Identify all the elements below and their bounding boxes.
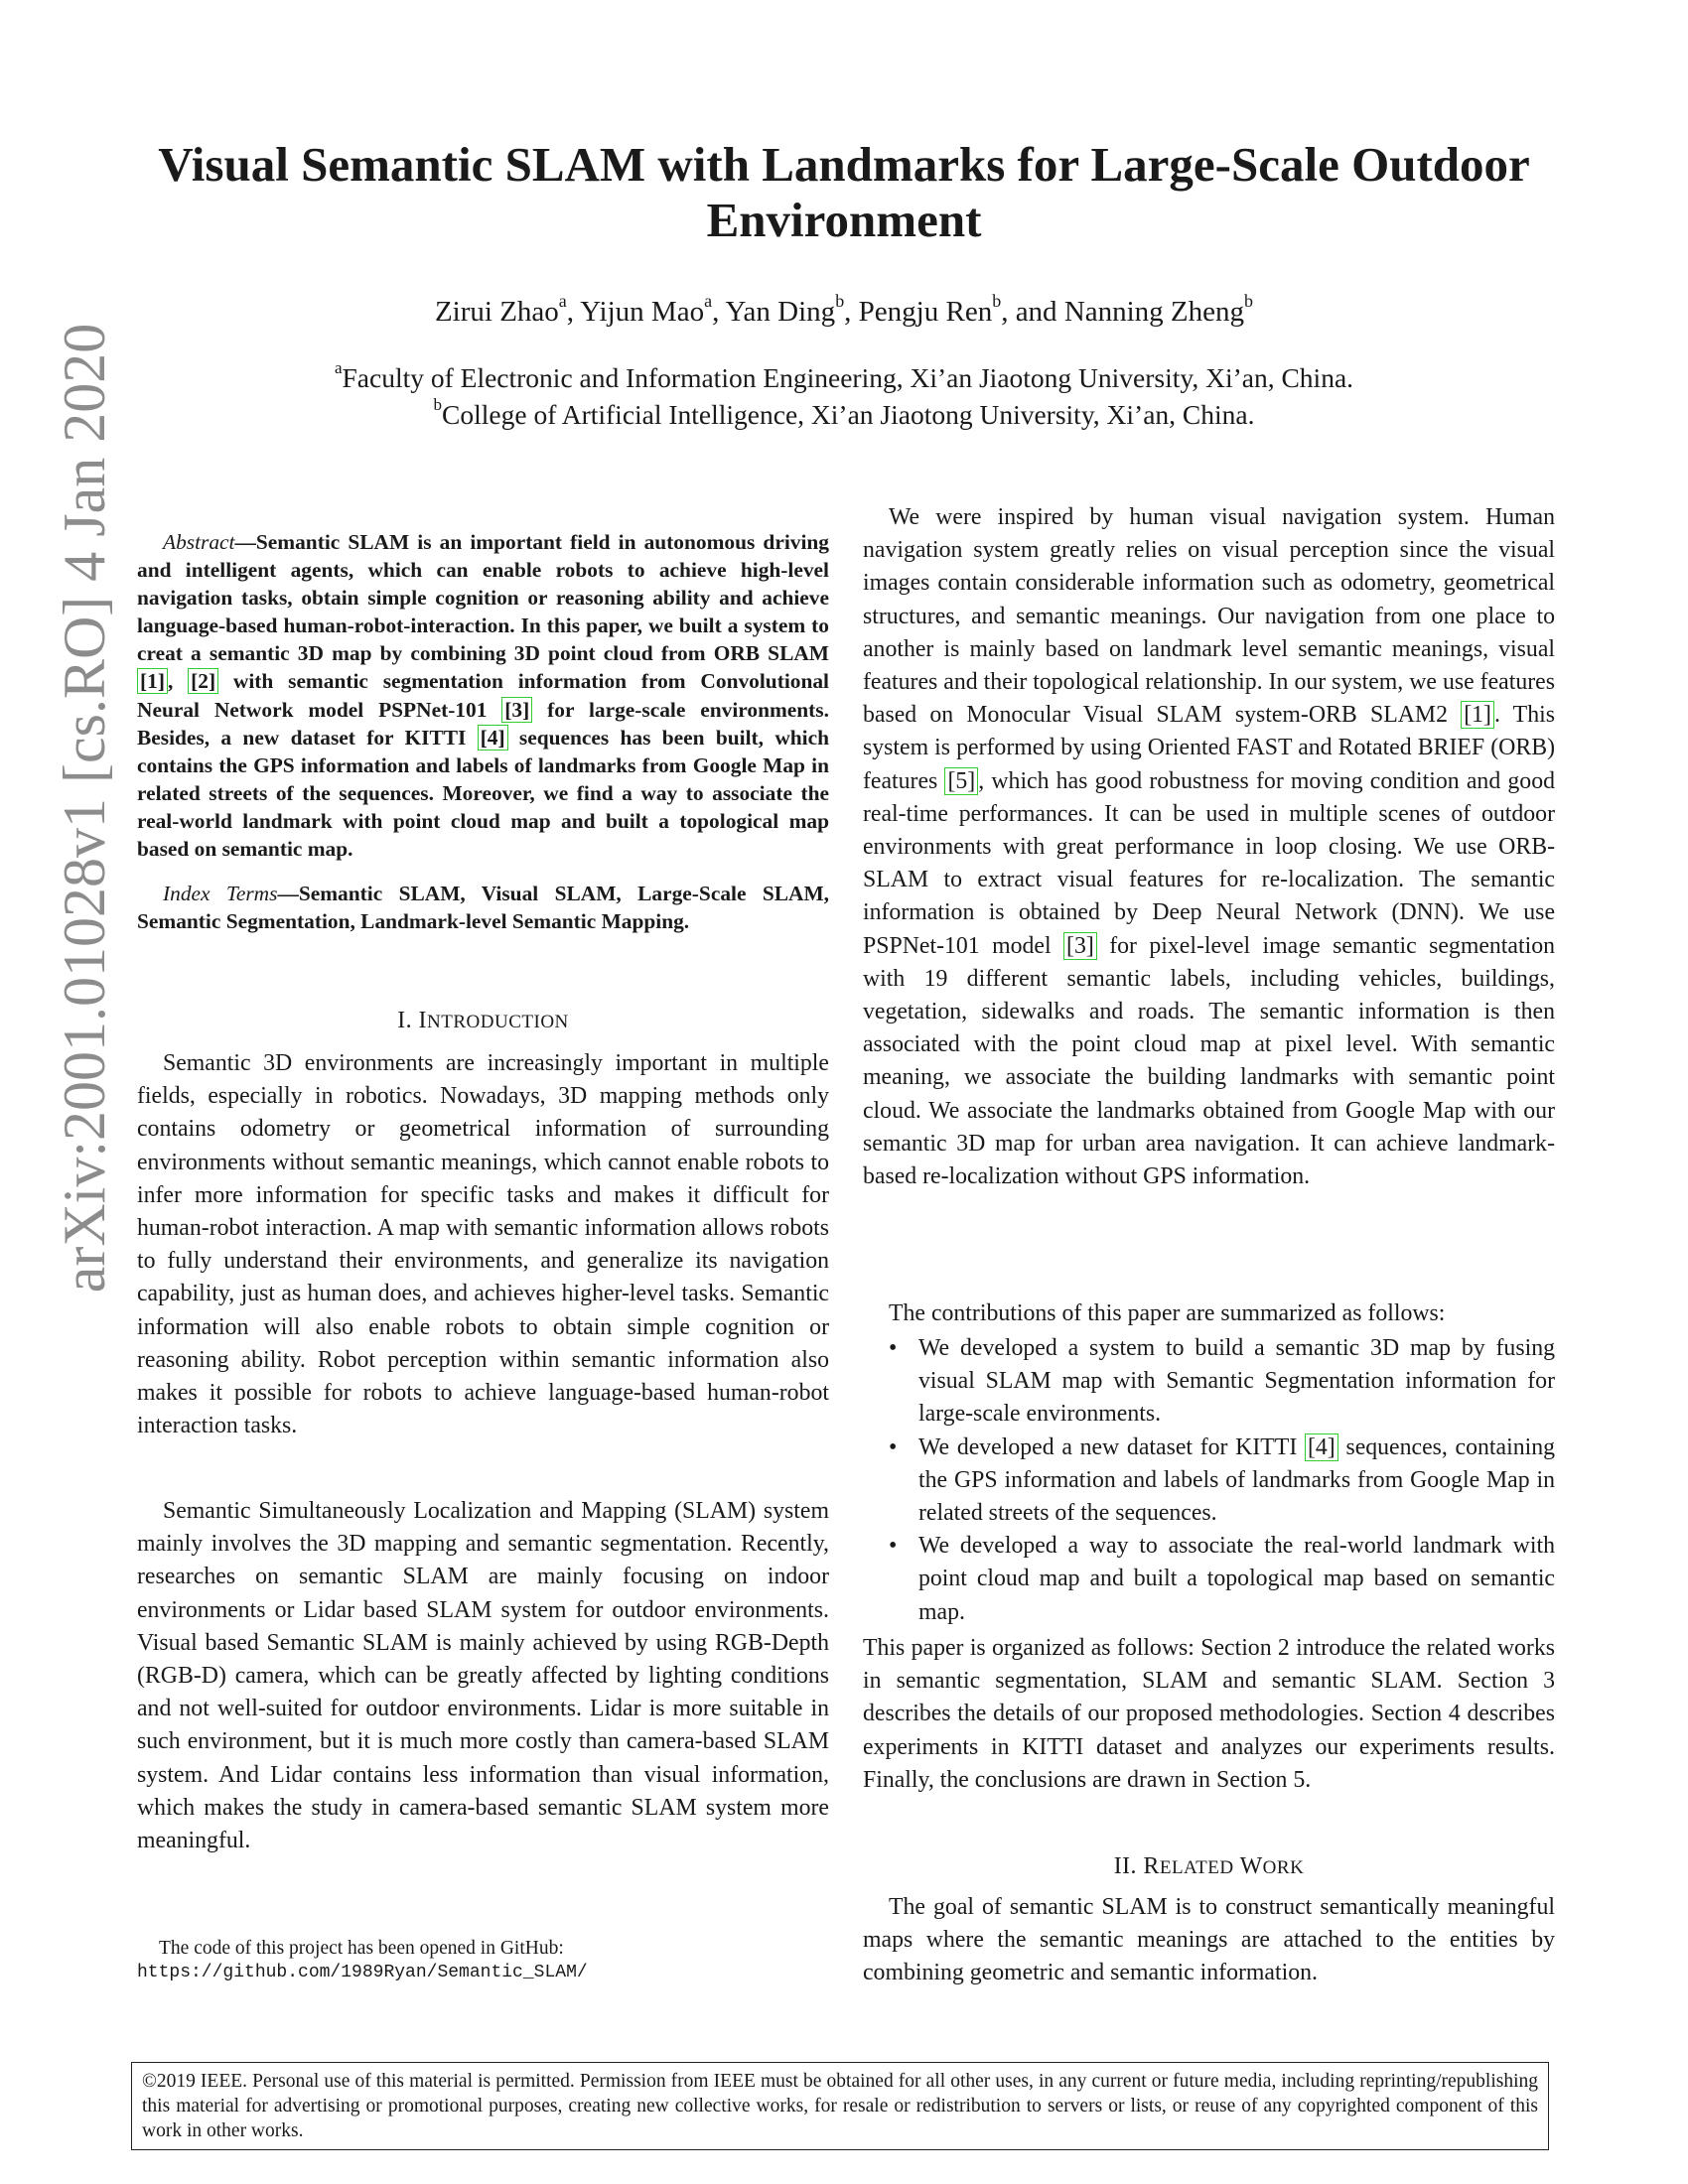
abstract-dash: — bbox=[234, 530, 256, 554]
citation-link[interactable]: [1] bbox=[137, 668, 168, 694]
abstract-text: , bbox=[167, 669, 189, 694]
author-separator: , bbox=[844, 296, 859, 328]
paragraph-text: We were inspired by human visual navigation system. Human navigation system greatly relies on visual perception since the visual images contain considerable information such as odometry, geometrical structures, and semantic meanings. Our navigation from one place to another is mainly based on landmark level semantic meanings, visual features and their topological relationship. In our system, we use features based on Monocular Visual SLAM system-ORB SLAM2 bbox=[863, 504, 1555, 729]
author-name: Pengju Ren bbox=[858, 296, 993, 328]
citation-link[interactable]: [5] bbox=[944, 767, 978, 795]
bullet-icon: • bbox=[889, 1335, 898, 1361]
author-separator: , bbox=[566, 296, 581, 328]
abstract-label: Abstract bbox=[163, 530, 235, 554]
citation-link[interactable]: [1] bbox=[1461, 701, 1494, 729]
author-name: Nanning Zheng bbox=[1063, 296, 1245, 328]
list-item-text: sequences, containing the GPS information and labels of landmarks from Google Map in related streets of the sequences. bbox=[918, 1433, 1556, 1527]
affiliation-mark: b bbox=[433, 395, 443, 415]
author-separator: , and bbox=[1001, 296, 1064, 328]
section-title-rest: ELATED bbox=[1159, 1857, 1234, 1878]
paragraph-text: , which has good robustness for moving condition and good real-time performances. It can be used in multiple scenes of outdoor environments with great performance in loop closing. We use ORB-SLAM to extract visual features for re-localization. The semantic information is obtained by Deep Neural Network (DNN). We use PSPNet-101 model bbox=[863, 767, 1555, 959]
affiliation-a bbox=[139, 358, 1549, 394]
author-affiliation-mark: b bbox=[835, 290, 845, 311]
abstract bbox=[137, 528, 829, 863]
index-terms-text: Semantic SLAM, Visual SLAM, Large-Scale SLAM, Semantic Segmentation, Landmark-level Semantic Mapping. bbox=[137, 882, 829, 934]
paragraph-text: for pixel-level image semantic segmentation with 19 different semantic labels, including vehicles, buildings, vegetation, sidewalks and roads. The semantic information is then associated with the point cloud map at pixel level. With semantic meaning, we associate the building landmarks with semantic point cloud. We associate the landmarks obtained from Google Map with our semantic 3D map for urban area navigation. It can achieve landmark-based re-localization without GPS information. bbox=[863, 932, 1555, 1190]
list-item-text: We developed a system to build a semantic 3D map by fusing visual SLAM map with Semantic Segmentation information for large-scale environments. bbox=[918, 1335, 1555, 1428]
affiliation-text: Faculty of Electronic and Information Engineering, Xi’an Jiaotong University, Xi’an, China. bbox=[342, 362, 1354, 393]
related-work-paragraph-1: The goal of semantic SLAM is to construct semantically meaningful maps where the semantic meanings are attached to the entities by combining geometric and semantic information. bbox=[863, 1894, 1555, 1986]
affiliation-mark: a bbox=[334, 358, 343, 378]
copyright-notice: ©2019 IEEE. Personal use of this material is permitted. Permission from IEEE must be obtained for all other uses, in any current or future media, including reprinting/republishing this material for advertising or promotional purposes, creating new collective works, for resale or redistribution to servers or lists, or reuse of any copyrighted component of this work in other works. bbox=[131, 2062, 1549, 2150]
section-title-initial: I bbox=[418, 1008, 427, 1033]
contributions-intro: The contributions of this paper are summarized as follows: bbox=[889, 1300, 1446, 1326]
affiliation-b bbox=[139, 395, 1549, 431]
bullet-icon: • bbox=[889, 1433, 898, 1460]
contributions-list bbox=[863, 1332, 1555, 1629]
citation-link[interactable]: [4] bbox=[1305, 1433, 1338, 1461]
github-link[interactable]: https://github.com/1989Ryan/Semantic_SLAM/ bbox=[137, 1963, 588, 1982]
author-name: Yan Ding bbox=[725, 296, 836, 328]
index-terms bbox=[137, 880, 829, 935]
list-item bbox=[863, 1530, 1555, 1629]
intro-paragraph-2: Semantic Simultaneously Localization and Mapping (SLAM) system mainly involves the 3D mapping and semantic segmentation. Recently, researches on semantic SLAM are mainly focusing on indoor environments or Lidar based SLAM system for outdoor environments. Visual based Semantic SLAM is mainly achieved by using RGB-Depth (RGB-D) camera, which can be greatly affected by lighting conditions and not well-suited for outdoor environments. Lidar is more suitable in such environment, but it is much more costly than camera-based SLAM system. And Lidar contains less information than visual information, which makes the study in camera-based semantic SLAM system more meaningful. bbox=[137, 1498, 829, 1854]
section-heading-introduction bbox=[137, 1005, 829, 1038]
paper-title: Visual Semantic SLAM with Landmarks for Large-Scale Outdoor Environment bbox=[158, 137, 1530, 247]
section-title-rest: NTRODUCTION bbox=[426, 1012, 569, 1032]
list-item-text: We developed a way to associate the real-world landmark with point cloud map and built a topological map based on semantic map. bbox=[918, 1533, 1555, 1625]
citation-link[interactable]: [3] bbox=[501, 697, 532, 723]
section-title-rest: ORK bbox=[1262, 1857, 1305, 1878]
abstract-text: sequences has been built, which contains the GPS information and labels of landmarks from Google Map in related streets of the sequences. Moreover, we find a way to associate the real-world landmark with point cloud map and built a topological map based on semantic map. bbox=[137, 725, 829, 862]
footnote-text: The code of this project has been opened in GitHub: bbox=[159, 1938, 564, 1959]
citation-link[interactable]: [3] bbox=[1063, 932, 1097, 960]
affiliation-text: College of Artificial Intelligence, Xi’an Jiaotong University, Xi’an, China. bbox=[442, 399, 1255, 430]
list-item bbox=[863, 1332, 1555, 1432]
index-terms-label: Index Terms bbox=[163, 882, 278, 905]
section-number: I. bbox=[397, 1008, 413, 1033]
arxiv-stamp: arXiv:2001.01028v1 [cs.RO] 4 Jan 2020 bbox=[52, 323, 117, 1294]
organization-paragraph: This paper is organized as follows: Section 2 introduce the related works in semantic segmentation, SLAM and semantic SLAM. Section 3 describes the details of our proposed methodologies. Section 4 describes experiments in KITTI dataset and analyzes our experiments results. Finally, the conclusions are drawn in Section 5. bbox=[863, 1635, 1555, 1793]
intro-paragraph-1: Semantic 3D environments are increasingly important in multiple fields, especially in robotics. Nowadays, 3D mapping methods only contains odometry or geometrical information of surrounding environments without semantic meanings, which cannot enable robots to infer more information for specific tasks and makes it difficult for human-robot interaction. A map with semantic information allows robots to fully understand their environments, and generalize its navigation capability, just as human does, and achieves higher-level tasks. Semantic information will also enable robots to obtain simple cognition or reasoning ability. Robot perception within semantic information also makes it possible for robots to achieve language-based human-robot interaction tasks. bbox=[137, 1050, 829, 1439]
citation-link[interactable]: [2] bbox=[188, 668, 218, 694]
bullet-icon: • bbox=[889, 1533, 898, 1560]
abstract-text: Semantic SLAM is an important field in autonomous driving and intelligent agents, which can enable robots to achieve high-level navigation tasks, obtain simple cognition or reasoning ability and achieve language-based human-robot-interaction. In this paper, we built a system to creat a semantic 3D map by combining 3D point cloud from ORB SLAM bbox=[137, 530, 829, 666]
author-separator: , bbox=[712, 296, 726, 328]
author-list bbox=[139, 290, 1549, 329]
section-number: II. bbox=[1113, 1853, 1137, 1879]
abstract-text: with semantic segmentation information from Convolutional Neural Network model PSPNet-101 bbox=[137, 669, 829, 722]
author-name: Zirui Zhao bbox=[434, 296, 559, 328]
list-item-text: We developed a new dataset for KITTI bbox=[918, 1433, 1305, 1460]
abstract-text: for large-scale environments. Besides, a new dataset for KITTI bbox=[137, 697, 829, 750]
index-terms-dash: — bbox=[277, 882, 299, 905]
section-heading-related-work bbox=[863, 1850, 1555, 1884]
author-affiliation-mark: b bbox=[1244, 290, 1254, 311]
paragraph-text: . This system is performed by using Oriented FAST and Rotated BRIEF (ORB) features bbox=[863, 702, 1555, 794]
citation-link[interactable]: [4] bbox=[478, 725, 508, 751]
author-affiliation-mark: a bbox=[704, 290, 713, 311]
section-title-initial: R bbox=[1143, 1853, 1160, 1879]
section-title-initial: W bbox=[1239, 1853, 1263, 1879]
right-paragraph-1 bbox=[863, 501, 1555, 1193]
author-affiliation-mark: b bbox=[992, 290, 1002, 311]
footnote bbox=[137, 1936, 829, 1985]
author-affiliation-mark: a bbox=[558, 290, 567, 311]
list-item bbox=[863, 1432, 1555, 1531]
author-name: Yijun Mao bbox=[580, 296, 705, 328]
